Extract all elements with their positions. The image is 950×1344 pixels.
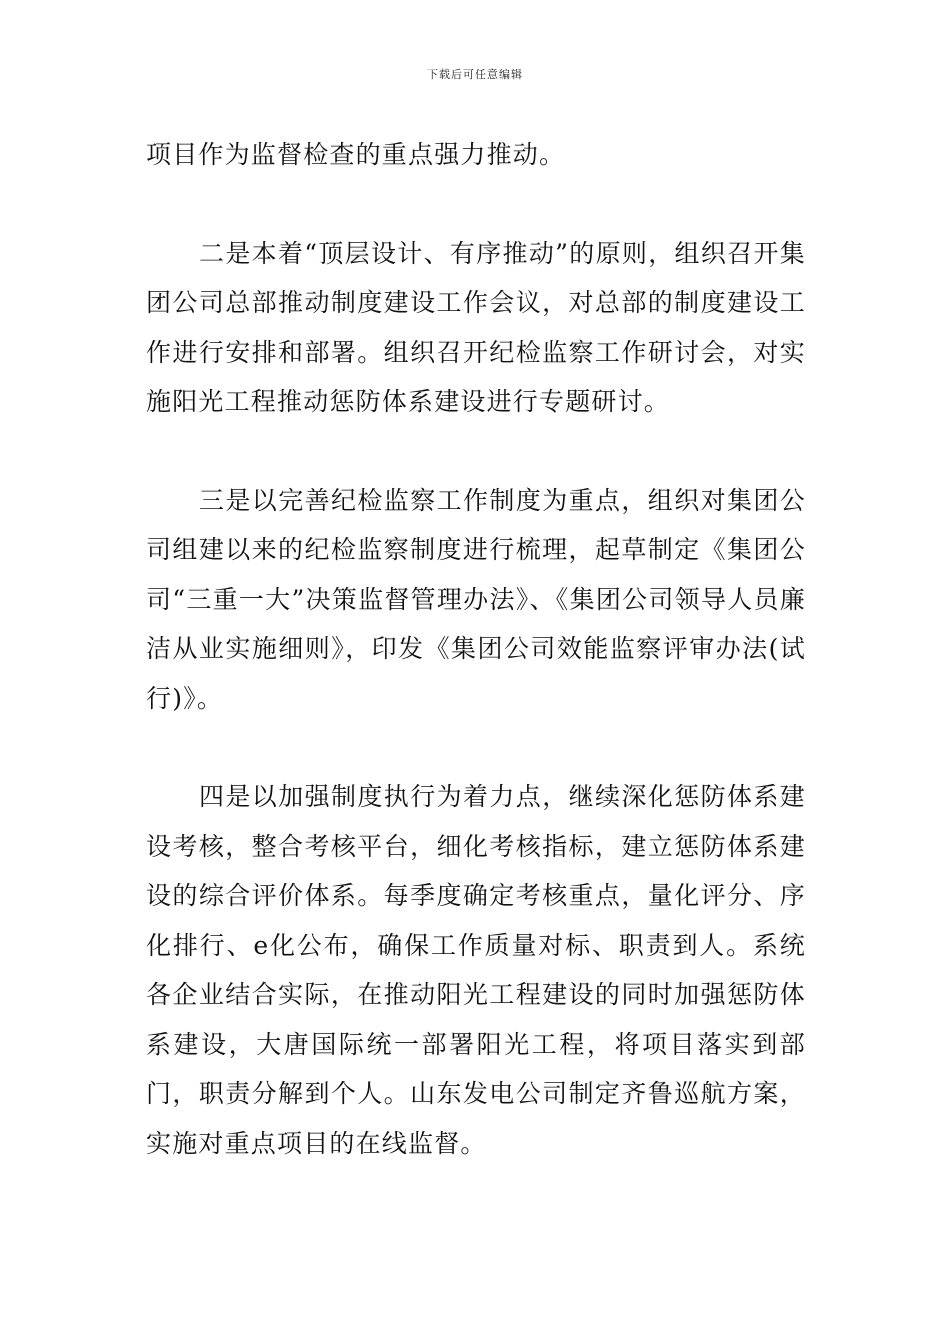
paragraph-point-two: 二是本着“顶层设计、有序推动”的原则，组织召开集团公司总部推动制度建设工作会议，对总部的制度建设工作进行安排和部署。组织召开纪检监察工作研讨会，对实施阳光工程推动惩防体系建设进行专题研讨。	[146, 238, 806, 416]
header-note: 下载后可任意编辑	[427, 68, 523, 81]
paragraph-continuation: 项目作为监督检查的重点强力推动。	[146, 140, 566, 169]
paragraph-point-three: 三是以完善纪检监察工作制度为重点，组织对集团公司组建以来的纪检监察制度进行梳理，起草制定《集团公司“三重一大”决策监督管理办法》、《集团公司领导人员廉洁从业实施细则》，印发《集团公司效能监察评审办法(试行)》。	[146, 485, 806, 713]
paragraph-point-four: 四是以加强制度执行为着力点，继续深化惩防体系建设考核，整合考核平台，细化考核指标，建立惩防体系建设的综合评价体系。每季度确定考核重点，量化评分、序化排行、e化公布，确保工作质量对标、职责到人。系统各企业结合实际，在推动阳光工程建设的同时加强惩防体系建设，大唐国际统一部署阳光工程，将项目落实到部门，职责分解到个人。山东发电公司制定齐鲁巡航方案，实施对重点项目的在线监督。	[146, 782, 806, 1158]
document-body	[146, 130, 806, 1168]
